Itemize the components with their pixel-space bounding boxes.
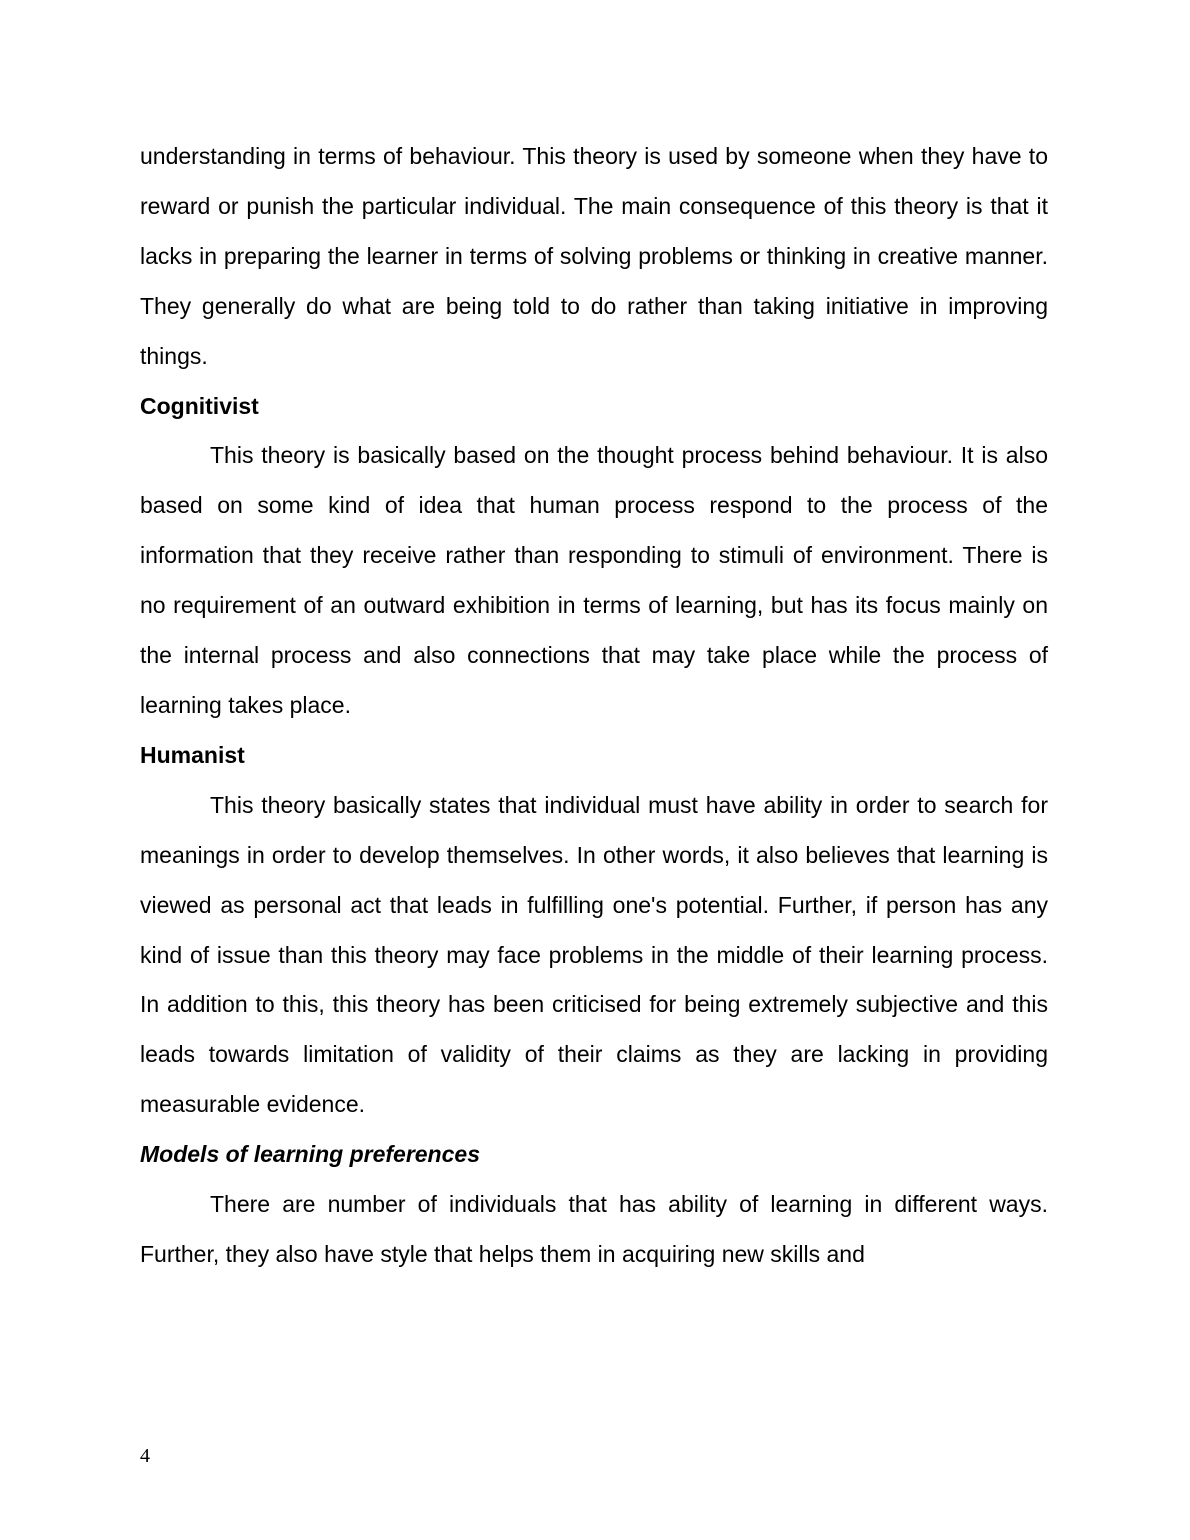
paragraph-behaviourist-continued: understanding in terms of behaviour. This theory is used by someone when they have to reward or punish the particular individual. The main consequence of this theory is that it lacks in preparing the learner in terms of solving problems or thinking in creative manner. They generally do what are being told to do rather than taking initiative in improving things.	[140, 143, 1048, 369]
paragraph-cognitivist: This theory is basically based on the thought process behind behaviour. It is also based on some kind of idea that human process respond to the process of the information that they receive rather than responding to stimuli of environment. There is no requirement of an outward exhibition in terms of learning, but has its focus mainly on the internal process and also connections that may take place while the process of learning takes place.	[140, 442, 1048, 718]
heading-cognitivist: Cognitivist	[140, 392, 259, 419]
paragraph-models: There are number of individuals that has ability of learning in different ways. Further, they also have style that helps them in acquiring new skills and	[140, 1191, 1048, 1267]
page-body	[140, 132, 1048, 1280]
heading-models-of-learning-preferences: Models of learning preferences	[140, 1141, 480, 1168]
paragraph-humanist: This theory basically states that individual must have ability in order to search for meanings in order to develop themselves. In other words, it also believes that learning is viewed as personal act that leads in fulfilling one's potential. Further, if person has any kind of issue than this theory may face problems in the middle of their learning process. In addition to this, this theory has been criticised for being extremely subjective and this leads towards limitation of validity of their claims as they are lacking in providing measurable evidence.	[140, 791, 1048, 1118]
heading-humanist: Humanist	[140, 741, 245, 768]
page-number: 4	[140, 1445, 150, 1467]
